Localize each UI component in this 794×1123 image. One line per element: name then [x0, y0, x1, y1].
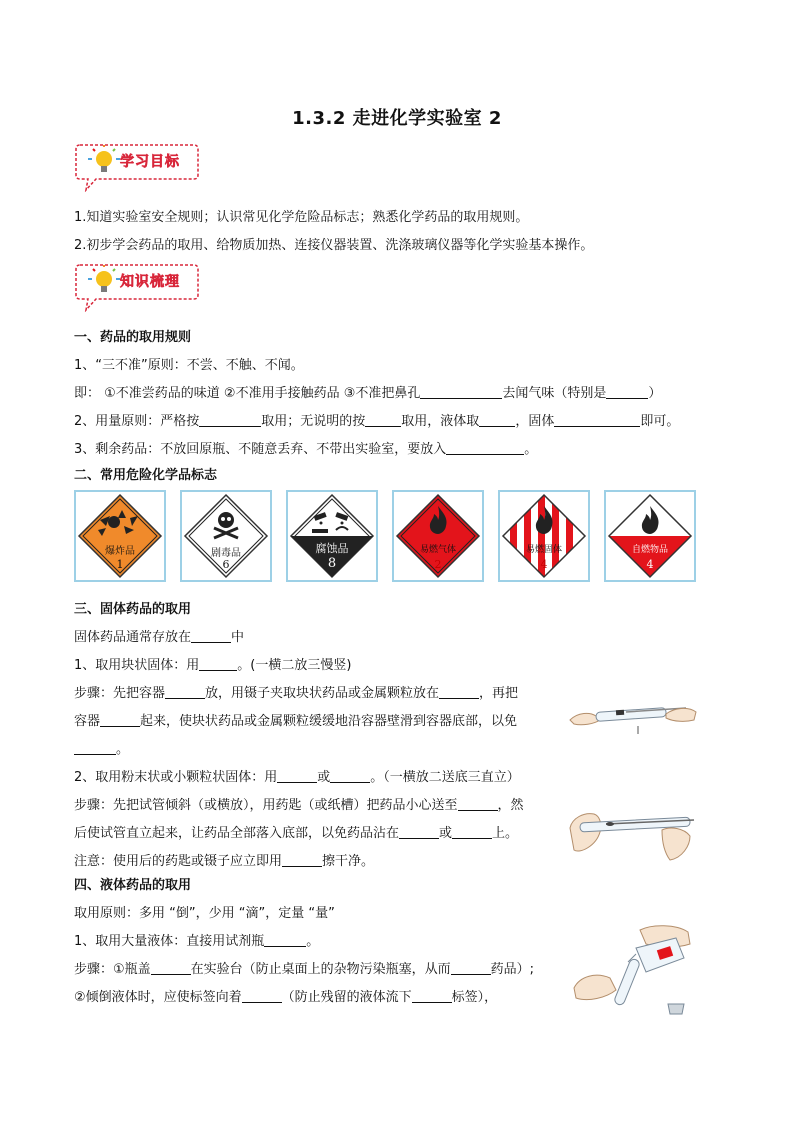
- s1-line-3: [74, 410, 679, 429]
- fill-blank: [458, 798, 498, 811]
- fill-blank: [282, 854, 322, 867]
- sign-label: 剧毒品: [211, 548, 241, 559]
- fill-blank: [452, 826, 492, 839]
- fill-blank: [479, 414, 515, 427]
- s4-line-4: [74, 986, 497, 1005]
- s4-line-3-text-b: 在实验台（防止桌面上的杂物污染瓶塞，从而: [190, 962, 451, 977]
- hazard-sign-flammable-solid: [498, 490, 590, 582]
- s1-line-3-text-c: 取用，液体取: [401, 414, 480, 429]
- fill-blank: [439, 686, 479, 699]
- learning-goals-label: 学习目标: [120, 154, 180, 170]
- s4-line-2-text-b: 。: [306, 934, 320, 949]
- hazard-sign-flammable-gas: [392, 490, 484, 582]
- s3-line-8: [74, 822, 518, 841]
- fill-blank: [242, 990, 282, 1003]
- sign-class-number: 2: [434, 558, 442, 571]
- hazard-sign-corrosive: [286, 490, 378, 582]
- s3-line-5-text-b: 。: [116, 742, 130, 757]
- fill-blank: [420, 386, 502, 399]
- s3-line-7-text-b: ，然: [497, 798, 524, 813]
- s4-line-3: [74, 958, 534, 977]
- fill-blank: [191, 630, 231, 643]
- goal-line-2: 2.初步学会药品的取用、给物质加热、连接仪器装置、洗涤玻璃仪器等化学实验基本操作。: [74, 238, 594, 253]
- s1-line-3-text-d: ，固体: [515, 414, 555, 429]
- s3-line-9-text-a: 注意：使用后的药匙或镊子应立即用: [74, 854, 283, 869]
- s3-line-2-text-a: 1、取用块状固体：用: [74, 658, 200, 673]
- s4-line-2-text-a: 1、取用大量液体：直接用试剂瓶: [74, 934, 265, 949]
- s4-line-4-text-b: （防止残留的液体流下: [281, 990, 412, 1005]
- knowledge-badge: [74, 262, 200, 302]
- s4-line-3-text-a: 步骤：①瓶盖: [74, 962, 151, 977]
- hazard-sign-toxic: [180, 490, 272, 582]
- s1-line-3-text-b: 取用；无说明的按: [261, 414, 366, 429]
- fill-blank: [264, 934, 306, 947]
- s3-line-5: [74, 738, 129, 757]
- sign-class-number: 6: [222, 558, 230, 571]
- s3-line-1: [74, 626, 244, 645]
- pouring-liquid-illustration: [566, 918, 696, 1018]
- s3-line-3-text-b: 放，用镊子夹取块状药品或金属颗粒放在: [205, 686, 440, 701]
- fill-blank: [446, 442, 524, 455]
- s1-line-2-text-c: ）: [648, 386, 662, 401]
- fill-blank: [399, 826, 439, 839]
- section-4-heading: 四、液体药品的取用: [74, 878, 192, 893]
- fill-blank: [165, 686, 205, 699]
- fill-blank: [151, 962, 191, 975]
- s3-line-4: [74, 710, 517, 729]
- hazard-sign-spontaneous: [604, 490, 696, 582]
- sign-label: 腐蚀品: [315, 542, 349, 555]
- s3-line-3-text-c: ，再把: [479, 686, 519, 701]
- test-tube-spoon-illustration: [566, 798, 702, 868]
- s3-line-8-text-c: 上。: [492, 826, 519, 841]
- learning-goals-badge: [74, 142, 200, 182]
- s1-line-4-text-b: 。: [524, 442, 538, 457]
- s3-line-8-text-a: 后使试管直立起来，让药品全部落入底部，以免药品沾在: [74, 826, 400, 841]
- s3-line-6-text-c: 。（一横放二送底三直立）: [370, 770, 520, 785]
- sign-class-number: 8: [327, 556, 337, 571]
- s3-line-3: [74, 682, 518, 701]
- s3-line-3-text-a: 步骤：先把容器: [74, 686, 166, 701]
- s4-line-4-text-c: 标签），: [451, 990, 498, 1005]
- fill-blank: [412, 990, 452, 1003]
- s4-line-3-text-c: 药品）;: [490, 962, 535, 977]
- sign-label: 易燃固体: [525, 545, 562, 555]
- fill-blank: [74, 742, 116, 755]
- hazard-signs-row: [74, 490, 704, 586]
- s1-line-2: [74, 382, 661, 401]
- s1-line-1: 1、“三不准”原则：不尝、不触、不闻。: [74, 358, 304, 373]
- fill-blank: [365, 414, 401, 427]
- section-1-heading: 一、药品的取用规则: [74, 330, 192, 345]
- hazard-sign-explosive: [74, 490, 166, 582]
- section-2-heading: 二、常用危险化学品标志: [74, 468, 218, 483]
- test-tube-tweezers-illustration: [566, 690, 702, 740]
- s1-line-2-text-a: 即： ①不准尝药品的味道 ②不准用手接触药品 ③不准把鼻孔: [74, 386, 421, 401]
- s1-line-4: [74, 438, 537, 457]
- s4-line-4-text-a: ②倾倒液体时，应使标签向着: [74, 990, 242, 1005]
- sign-class-number: 4: [540, 558, 548, 571]
- s1-line-2-text-b: 去闻气味（特别是: [502, 386, 607, 401]
- fill-blank: [451, 962, 491, 975]
- sign-class-number: 1: [116, 558, 124, 571]
- section-3-heading: 三、固体药品的取用: [74, 602, 192, 617]
- s3-line-1-text-a: 固体药品通常存放在: [74, 630, 192, 645]
- fill-blank: [100, 714, 140, 727]
- fill-blank: [277, 770, 317, 783]
- s3-line-7: [74, 794, 524, 813]
- s3-line-9: [74, 850, 374, 869]
- fill-blank: [330, 770, 370, 783]
- page-title: 1.3.2 走进化学实验室 2: [292, 108, 502, 129]
- fill-blank: [606, 386, 648, 399]
- sign-label: 自燃物品: [631, 545, 668, 555]
- s3-line-6: [74, 766, 520, 785]
- s3-line-7-text-a: 步骤：先把试管倾斜（或横放），用药匙（或纸槽）把药品小心送至: [74, 798, 458, 813]
- fill-blank: [554, 414, 640, 427]
- goal-line-1: 1.知道实验室安全规则；认识常见化学危险品标志；熟悉化学药品的取用规则。: [74, 210, 529, 225]
- s4-line-2: [74, 930, 319, 949]
- s3-line-4-text-b: 起来，使块状药品或金属颗粒缓缓地沿容器壁滑到容器底部，以免: [140, 714, 518, 729]
- s1-line-4-text-a: 3、剩余药品：不放回原瓶、不随意丢弃、不带出实验室，要放入: [74, 442, 447, 457]
- s3-line-9-text-b: 擦干净。: [322, 854, 375, 869]
- sign-class-number: 4: [646, 558, 654, 571]
- sign-label: 易燃气体: [419, 545, 456, 555]
- s3-line-1-text-b: 中: [231, 630, 245, 645]
- s3-line-2-text-b: 。(一横二放三慢竖): [237, 658, 352, 673]
- s1-line-3-text-e: 即可。: [640, 414, 680, 429]
- knowledge-label: 知识梳理: [120, 274, 180, 290]
- s3-line-4-text-a: 容器: [74, 714, 101, 729]
- s3-line-6-text-b: 或: [317, 770, 331, 785]
- s3-line-6-text-a: 2、取用粉末状或小颗粒状固体：用: [74, 770, 278, 785]
- fill-blank: [199, 658, 237, 671]
- s3-line-8-text-b: 或: [439, 826, 453, 841]
- sign-label: 爆炸品: [105, 546, 135, 557]
- s1-line-3-text-a: 2、用量原则：严格按: [74, 414, 200, 429]
- fill-blank: [199, 414, 261, 427]
- s3-line-2: [74, 654, 351, 673]
- s4-line-1: 取用原则：多用 “倒”，少用 “滴”，定量 “量”: [74, 906, 335, 921]
